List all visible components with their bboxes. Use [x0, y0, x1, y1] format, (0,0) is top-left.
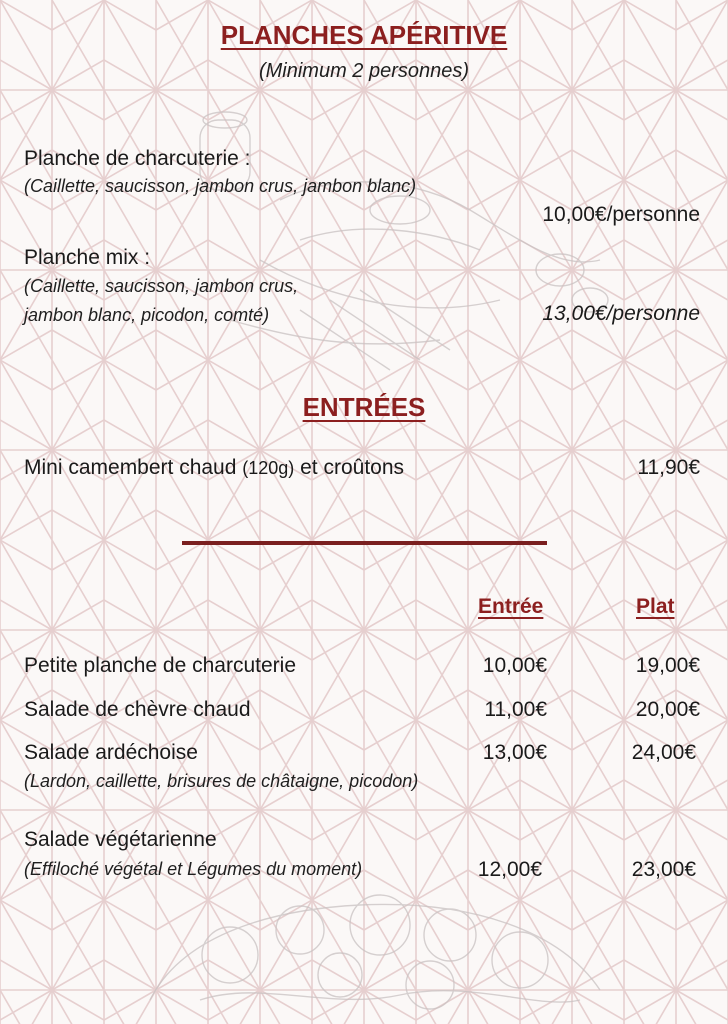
planche-mix-desc-line2: jambon blanc, picodon, comté) [24, 305, 270, 325]
menu-item-entree-price: 11,00€ [484, 698, 547, 721]
menu-item-desc: (Effiloché végétal et Légumes du moment) [24, 859, 363, 879]
camembert-name [24, 456, 404, 480]
menu-item-plat-price: 23,00€ [631, 858, 696, 881]
planche-charcuterie-name: Planche de charcuterie : [24, 147, 251, 170]
planche-charcuterie-desc: (Caillette, saucisson, jambon crus, jambon blanc) [24, 176, 417, 196]
menu-item-name: Salade de chèvre chaud [24, 698, 251, 721]
planches-subtitle: (Minimum 2 personnes) [258, 60, 470, 82]
menu-item-desc: (Lardon, caillette, brisures de châtaigne, picodon) [24, 771, 419, 791]
planche-charcuterie-price: 10,00€/personne [542, 203, 700, 226]
section-divider [182, 541, 547, 545]
planche-mix-name: Planche mix : [24, 246, 151, 269]
menu-item-name: Salade ardéchoise [24, 741, 198, 764]
camembert-name-a: Mini camembert chaud [24, 456, 243, 479]
planche-mix-desc-line1: (Caillette, saucisson, jambon crus, [24, 276, 299, 296]
menu-item-plat-price: 20,00€ [635, 698, 700, 721]
camembert-name-c: et croûtons [294, 456, 405, 479]
menu-item-name: Petite planche de charcuterie [24, 654, 297, 677]
planche-mix-price: 13,00€/personne [542, 302, 700, 325]
camembert-price: 11,90€ [637, 456, 700, 479]
camembert-weight: (120g) [242, 458, 295, 478]
planches-title: PLANCHES APÉRITIVE [220, 20, 508, 50]
menu-item-entree-price: 12,00€ [477, 858, 542, 881]
menu-item-plat-price: 24,00€ [631, 741, 696, 764]
menu-item-entree-price: 10,00€ [482, 654, 547, 677]
menu-item-entree-price: 13,00€ [482, 741, 547, 764]
menu-item-name: Salade végétarienne [24, 828, 217, 851]
entrees-title: ENTRÉES [302, 392, 426, 422]
menu-item-plat-price: 19,00€ [635, 654, 700, 677]
column-header-plat: Plat [636, 595, 675, 618]
column-header-entree: Entrée [478, 595, 544, 618]
